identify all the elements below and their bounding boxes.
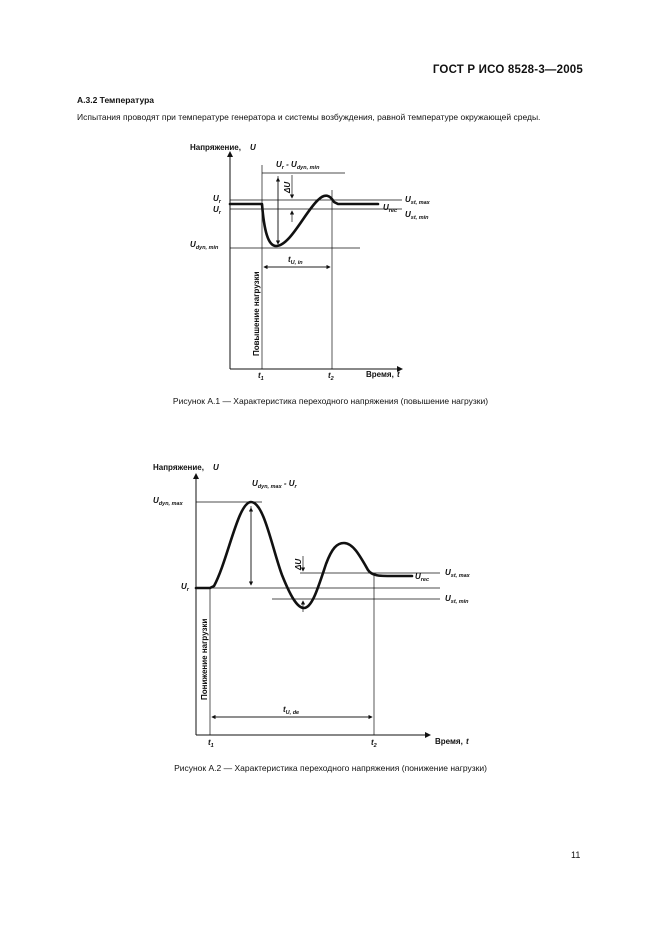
fig2-y-axis-label: Напряжение,	[153, 463, 204, 472]
fig1-label-ur: $U_r$	[213, 194, 221, 205]
figure-1	[190, 143, 431, 382]
fig1-y-axis-label: Напряжение,	[190, 143, 241, 152]
page-number: 11	[571, 850, 581, 860]
fig2-label-ur: $U_r$	[181, 582, 189, 593]
fig2-label-t1: $t_1$	[208, 738, 214, 749]
fig1-label-delta: ΔU	[283, 181, 292, 193]
fig1-x-axis-label: Время,	[366, 370, 394, 379]
fig2-label-tde: $t_{U, de}$	[283, 705, 300, 716]
fig2-x-axis-label: Время,	[435, 737, 463, 746]
figure-1-caption: Рисунок А.1 — Характеристика переходного напряжения (повышение нагрузки)	[172, 396, 489, 406]
figure-2	[153, 463, 471, 749]
fig1-label-st-min: $U_{st, min}$	[405, 210, 429, 221]
fig2-label-delta: ΔU	[294, 558, 303, 570]
fig2-label-diff: $U_{dyn, max} - U_r$	[252, 479, 297, 490]
paragraph: Испытания проводят при температуре генератора и системы возбуждения, равной температуре окружающей среды.	[77, 112, 541, 122]
fig1-label-ur2: $U_r$	[213, 205, 221, 216]
fig2-vertical-label: Понижение нагрузки	[200, 618, 209, 700]
fig2-label-rec: $U_{rec}$	[415, 572, 430, 583]
fig1-label-t2: $t_2$	[328, 371, 334, 382]
fig1-label-diff: $U_r - U_{dyn, min}$	[276, 160, 320, 171]
fig2-y-axis-symbol: U	[213, 463, 219, 472]
figure-2-caption: Рисунок А.2 — Характеристика переходного напряжения (понижение нагрузки)	[174, 763, 487, 773]
fig2-x-axis-symbol: t	[466, 737, 469, 746]
fig1-label-rec: $U_{rec}$	[383, 203, 398, 214]
fig2-label-st-min: $U_{st, min}$	[445, 594, 469, 605]
fig2-label-t2: $t_2$	[371, 738, 377, 749]
fig1-label-dyn-min: $U_{dyn, min}$	[190, 240, 219, 251]
fig2-label-dyn-max: $U_{dyn, max}$	[153, 496, 183, 507]
document-header: ГОСТ Р ИСО 8528-3—2005	[432, 64, 583, 76]
fig2-label-st-max: $U_{st, max}$	[445, 568, 470, 579]
fig1-vertical-label: Повышение нагрузки	[252, 271, 261, 356]
fig1-label-tin: $t_{U, in}$	[288, 255, 303, 266]
fig1-label-st-max: $U_{st, max}$	[405, 195, 430, 206]
fig1-label-t1: $t_1$	[258, 371, 264, 382]
section-title: А.3.2 Температура	[77, 95, 155, 105]
fig1-voltage-curve	[230, 196, 378, 246]
fig2-voltage-curve	[196, 502, 412, 608]
fig1-y-axis-symbol: U	[250, 143, 256, 152]
fig1-x-axis-symbol: t	[397, 370, 400, 379]
